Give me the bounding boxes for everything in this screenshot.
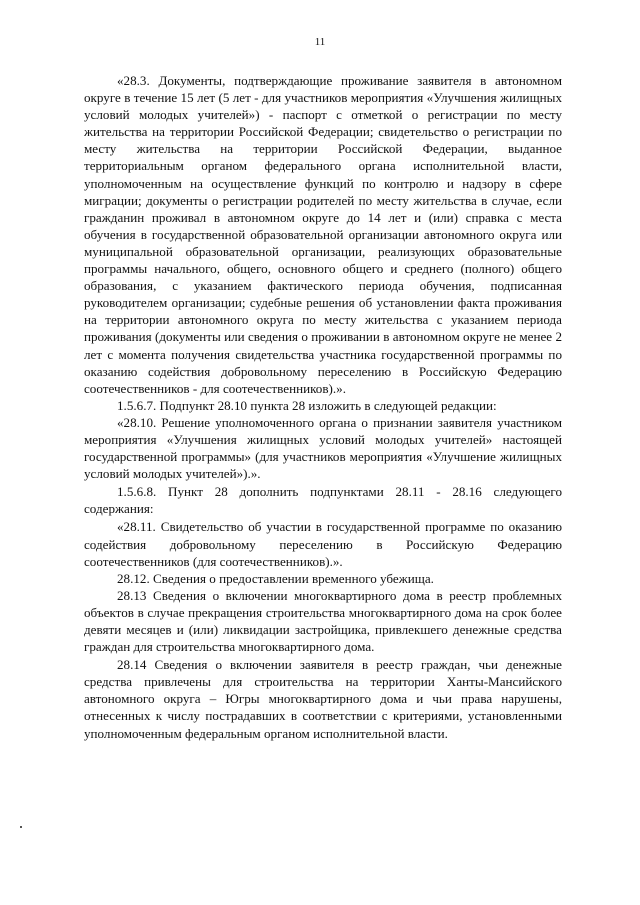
paragraph-28-14: 28.14 Сведения о включении заявителя в реестр граждан, чьи денежные средства привлечены для строительства на территории Ханты-Мансийского автономного округа – Югры многоквартирного дома и чьи права нарушены, отнесенных к числу пострадавших в соответствии с критериями, установленными уполномоченным федеральным органом исполнительной власти. (84, 657, 562, 741)
paragraph-28-12: 28.12. Сведения о предоставлении временного убежища. (117, 570, 434, 586)
paragraph-28-10: «28.10. Решение уполномоченного органа о признании заявителя участником мероприятия «Улучшения жилищных условий молодых учителей» настоящей государственной программы» (для участников мероприятия «Улучшение жилищных условий молодых учителей»).». (84, 414, 562, 482)
paragraph-1-5-6-7: 1.5.6.7. Подпункт 28.10 пункта 28 изложить в следующей редакции: (117, 397, 497, 413)
paragraph-28-11: «28.11. Свидетельство об участии в государственной программе по оказанию содействия добровольному переселению в Российскую Федерацию соотечественников (для соотечественников).». (84, 519, 562, 569)
paragraph-28-13: 28.13 Сведения о включении многоквартирного дома в реестр проблемных объектов в случае прекращения строительства многоквартирного дома на срок более девяти месяцев и (или) ликвидации застройщика, привлекшего денежные средства граждан для строительства многоквартирного дома. (84, 587, 562, 655)
paragraph-28-3: «28.3. Документы, подтверждающие проживание заявителя в автономном округе в течение 15 лет (5 лет - для участников мероприятия «Улучшения жилищных условий молодых учителей») - паспорт с отметкой о регистрации по месту жительства на территории Российской Федерации; свидетельство о регистрации по месту жительства на территории Российской Федерации, выданное территориальным органом федерального органа исполнительной власти, уполномоченным на осуществление функций по контролю и надзору в сфере миграции; документы о регистрации родителей по месту жительства в случае, если гражданин проживал в автономном округе до 14 лет и (или) справка с места обучения в государственной образовательной организации автономного округа или муниципальной образовательной организации, реализующих образовательные программы начального, общего, основного общего и среднего (полного) общего образования, с указанием фактического периода обучения, подписанная руководителем организации; судебные решения об установлении факта проживания на территории автономного округа по месту жительства с указанием периода проживания (документы или сведения о проживании в автономном округе не менее 2 лет с момента получения свидетельства участника государственной программы по оказанию содействия добровольному переселению в Российскую Федерацию соотечественников - для соотечественников).». (84, 73, 562, 396)
document-body (84, 72, 562, 742)
scan-mark (20, 826, 22, 828)
page-number: 11 (314, 36, 326, 48)
paragraph-1-5-6-8: 1.5.6.8. Пункт 28 дополнить подпунктами 28.11 - 28.16 следующего содержания: (84, 484, 562, 517)
